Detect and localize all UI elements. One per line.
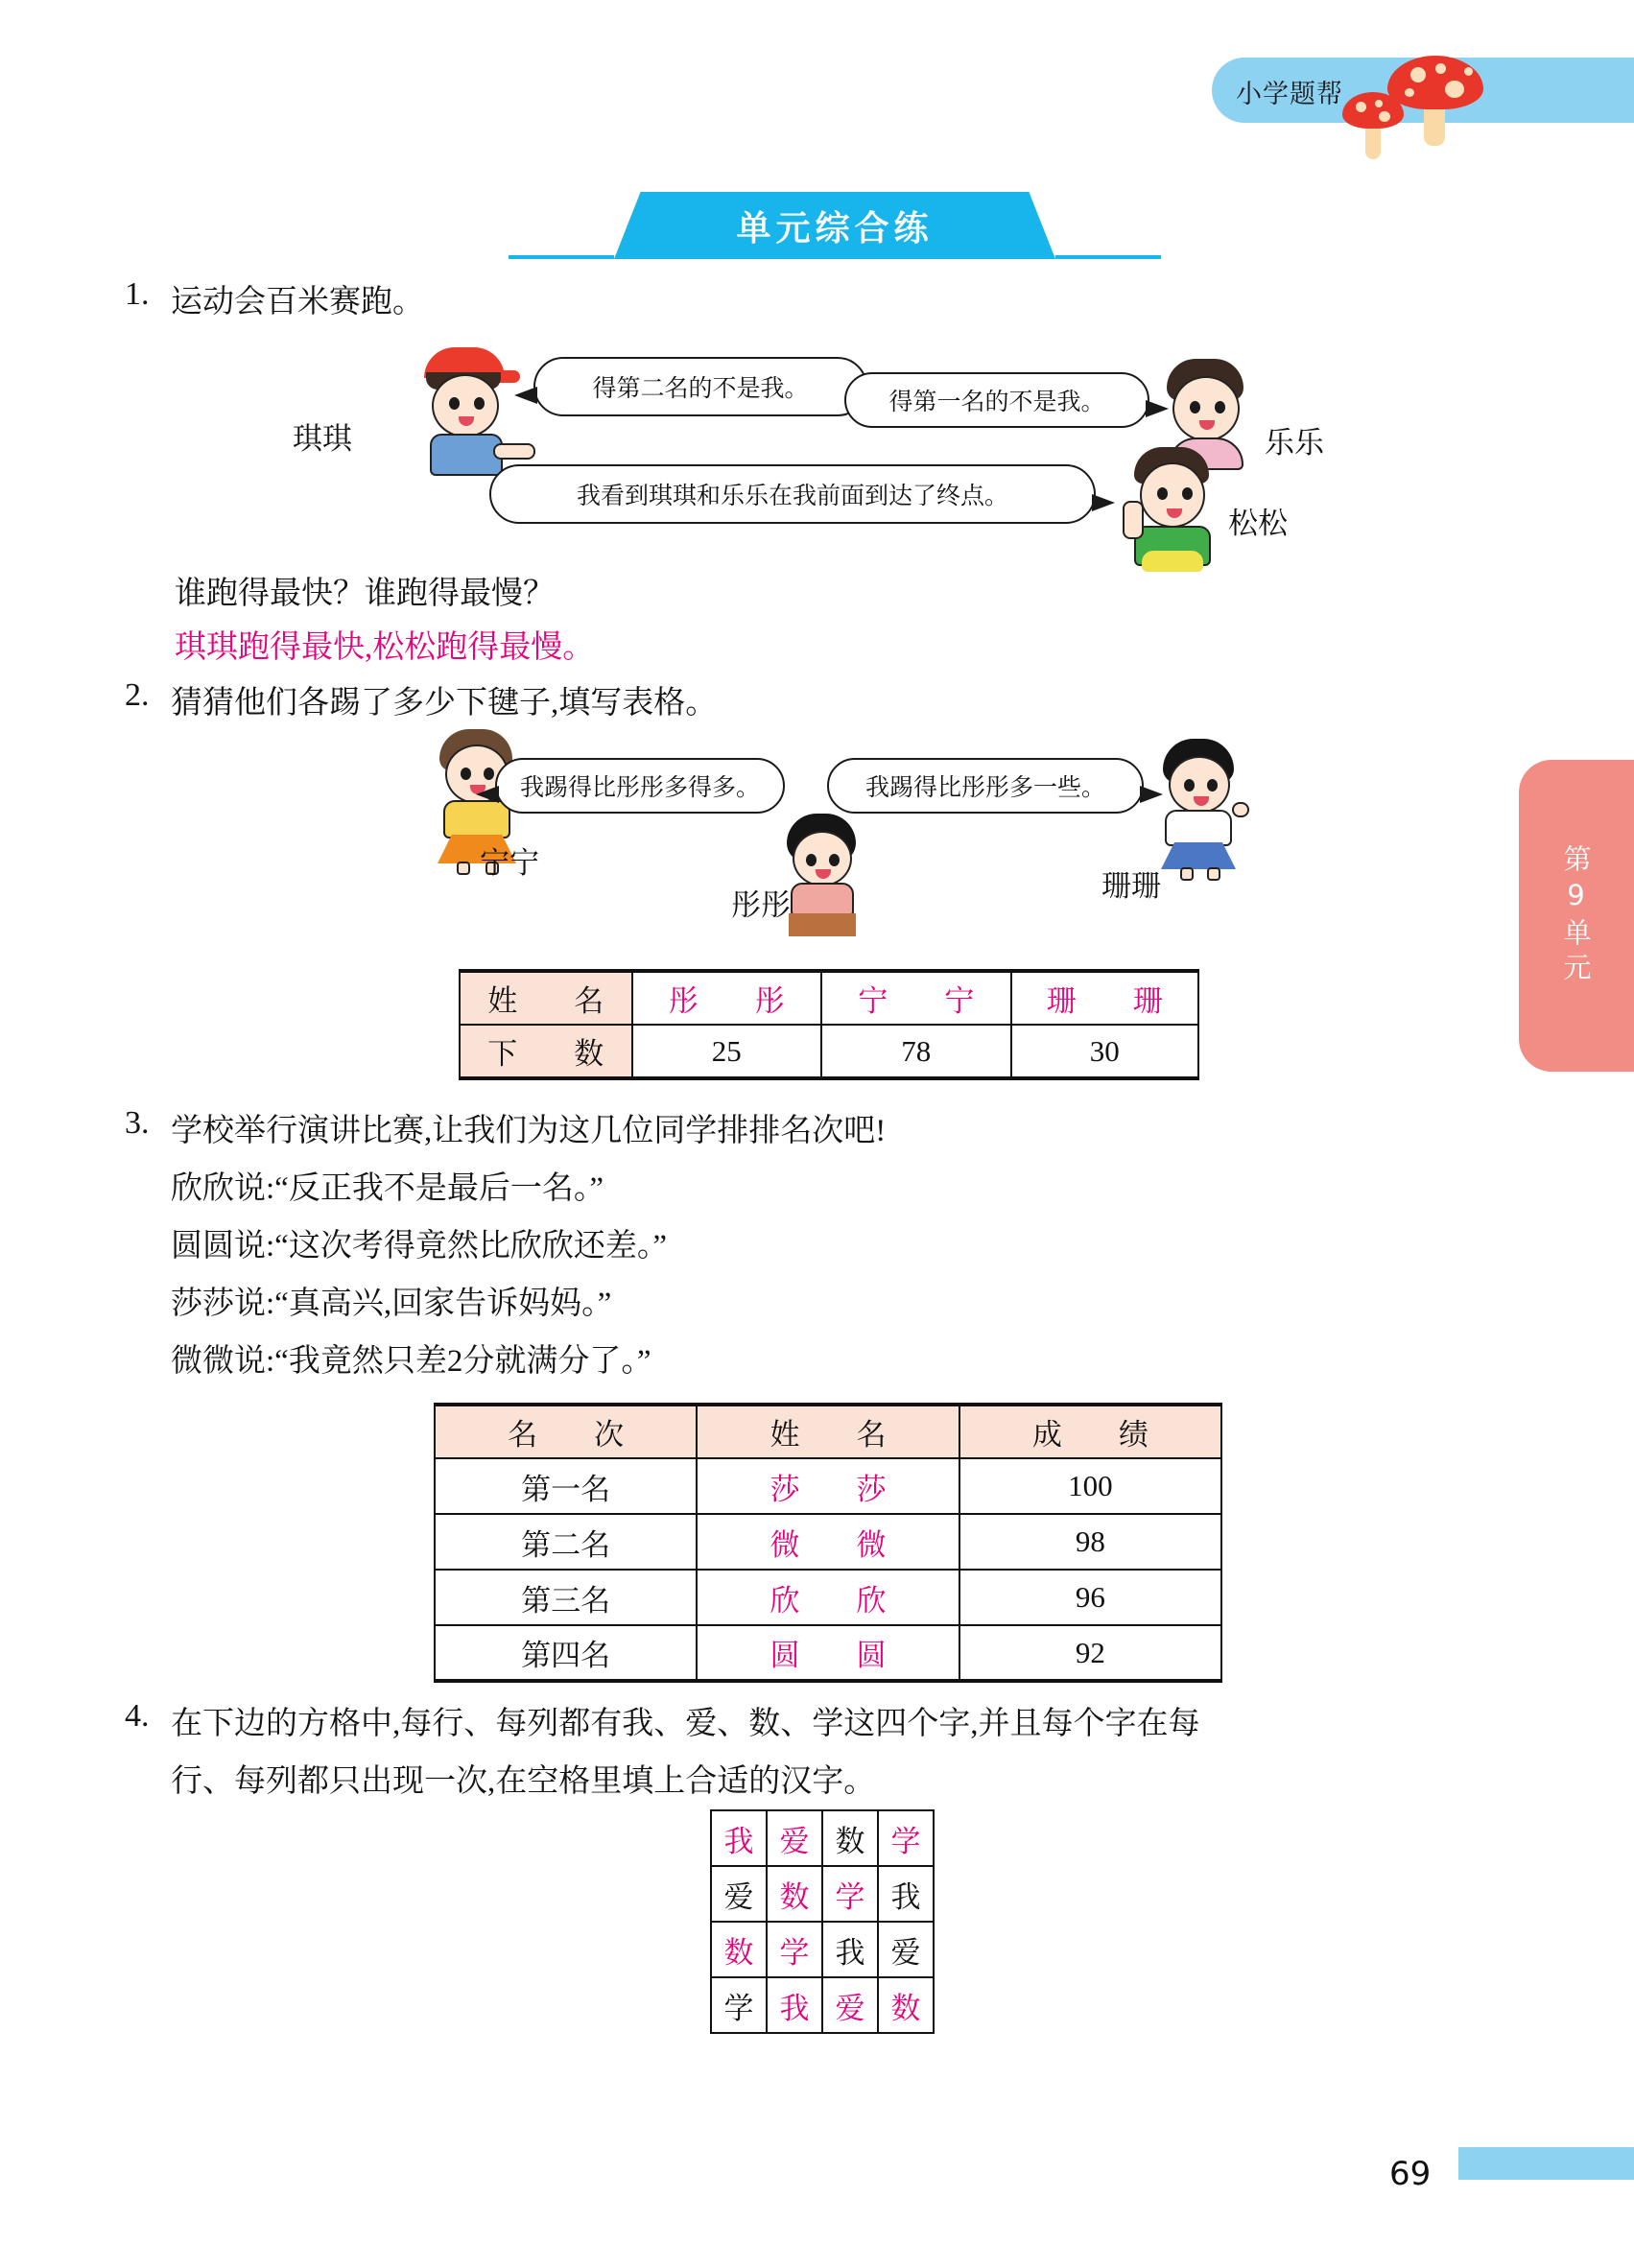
q4-prompt-line-2: 行、每列都只出现一次,在空格里填上合适的汉字。: [171, 1764, 876, 1799]
kick-table-row-header-name: 姓 名: [460, 971, 632, 1025]
speech-bubble-qiqi: [533, 357, 867, 416]
rank-table-rank-2: 第三名: [435, 1570, 697, 1625]
page-number: 69: [1389, 2155, 1432, 2193]
label-lele: 乐乐: [1265, 426, 1324, 460]
rank-table-score-1: 98: [959, 1514, 1221, 1570]
grid-cell-r0c3[interactable]: 学: [878, 1810, 934, 1866]
rank-table-rank-3: 第四名: [435, 1625, 697, 1681]
table-row: [435, 1514, 1221, 1570]
table-row: [435, 1458, 1221, 1514]
grid-cell-r2c3[interactable]: 爱: [878, 1922, 934, 1977]
q2-prompt: 猜猜他们各踢了多少下毽子,填写表格。: [171, 686, 718, 721]
q3-line-2: 圆圆说:“这次考得竟然比欣欣还差。”: [171, 1229, 667, 1264]
grid-cell-r3c0[interactable]: 学: [711, 1977, 767, 2033]
rank-table-score-2: 96: [959, 1570, 1221, 1625]
q1-answer: 琪琪跑得最快,松松跑得最慢。: [175, 630, 595, 665]
table-row: [435, 1625, 1221, 1681]
q3-prompt: 学校举行演讲比赛,让我们为这几位同学排排名次吧!: [171, 1114, 887, 1148]
title-rule-right: [1055, 255, 1161, 259]
grid-row: [711, 1810, 934, 1866]
kick-table-name-0: 彤 彤: [632, 971, 821, 1025]
label-songsong: 松松: [1228, 507, 1288, 540]
grid-cell-r3c1[interactable]: 我: [767, 1977, 822, 2033]
label-tongtong: 彤彤: [731, 888, 791, 922]
grid-row: [711, 1977, 934, 2033]
section-title: [614, 192, 1055, 259]
speech-bubble-shanshan: [827, 758, 1144, 814]
kick-table-name-2: 珊 珊: [1011, 971, 1199, 1025]
q4-number: 4.: [125, 1698, 150, 1734]
ranking-table: [434, 1403, 1222, 1683]
speech-bubble-shanshan-text: 我踢得比彤彤多一些。: [864, 775, 1105, 801]
brand-label: 小学题帮: [1236, 80, 1343, 109]
grid-cell-r1c2[interactable]: 学: [822, 1866, 878, 1922]
rank-table-score-0: 100: [959, 1458, 1221, 1514]
grid-cell-r0c0[interactable]: 我: [711, 1810, 767, 1866]
speech-bubble-ningning-text: 我踢得比彤彤多得多。: [519, 775, 760, 801]
label-shanshan: 珊珊: [1101, 869, 1161, 903]
character-shanshan-illustration: [1148, 739, 1251, 883]
speech-bubble-lele-text: 得第一名的不是我。: [888, 390, 1105, 415]
rank-table-rank-0: 第一名: [435, 1458, 697, 1514]
table-row: [435, 1570, 1221, 1625]
rank-table-rank-1: 第二名: [435, 1514, 697, 1570]
mushroom-large-icon: [1380, 36, 1495, 142]
title-rule-left: [509, 255, 614, 259]
grid-cell-r3c2[interactable]: 爱: [822, 1977, 878, 2033]
page-number-bar: [1458, 2147, 1634, 2180]
rank-table-name-2: 欣 欣: [697, 1570, 959, 1625]
unit-side-tab-label: 第9单元: [1559, 844, 1593, 987]
character-qiqi-illustration: [414, 347, 520, 472]
table-row: [460, 971, 1198, 1025]
q1-prompt: 运动会百米赛跑。: [171, 285, 424, 319]
q2-number: 2.: [125, 677, 150, 713]
grid-cell-r0c1[interactable]: 爱: [767, 1810, 822, 1866]
label-qiqi: 琪琪: [293, 422, 352, 456]
unit-side-tab: [1519, 760, 1634, 1072]
speech-bubble-qiqi-text: 得第二名的不是我。: [592, 376, 809, 402]
table-row: [435, 1405, 1221, 1458]
grid-cell-r3c3[interactable]: 数: [878, 1977, 934, 2033]
character-songsong-illustration: [1121, 447, 1224, 570]
q3-line-1: 欣欣说:“反正我不是最后一名。”: [171, 1171, 604, 1206]
kick-count-table: [459, 969, 1199, 1080]
q3-line-3: 莎莎说:“真高兴,回家告诉妈妈。”: [171, 1287, 612, 1321]
character-tongtong-illustration: [777, 814, 869, 938]
q1-number: 1.: [125, 276, 150, 312]
speech-bubble-songsong-text: 我看到琪琪和乐乐在我前面到达了终点。: [576, 484, 1008, 509]
grid-cell-r0c2[interactable]: 数: [822, 1810, 878, 1866]
grid-cell-r1c0[interactable]: 爱: [711, 1866, 767, 1922]
grid-row: [711, 1866, 934, 1922]
speech-bubble-lele: [844, 372, 1149, 428]
grid-cell-r1c3[interactable]: 我: [878, 1866, 934, 1922]
grid-row: [711, 1922, 934, 1977]
rank-table-name-3: 圆 圆: [697, 1625, 959, 1681]
kick-table-row-header-count: 下 数: [460, 1025, 632, 1078]
label-ningning: 宁宁: [480, 846, 539, 880]
bubble-tail-icon: [476, 786, 499, 803]
kick-table-count-0: 25: [632, 1025, 821, 1078]
kick-table-name-1: 宁 宁: [821, 971, 1010, 1025]
grid-cell-r2c2[interactable]: 我: [822, 1922, 878, 1977]
kick-table-count-2: 30: [1011, 1025, 1199, 1078]
q3-line-4: 微微说:“我竟然只差2分就满分了。”: [171, 1344, 651, 1379]
rank-table-score-3: 92: [959, 1625, 1221, 1681]
table-row: [460, 1025, 1198, 1078]
rank-table-header-score: 成 绩: [959, 1405, 1221, 1458]
word-puzzle-grid[interactable]: [710, 1809, 935, 2034]
grid-cell-r1c1[interactable]: 数: [767, 1866, 822, 1922]
q1-sub-prompt: 谁跑得最快？谁跑得最慢？: [175, 577, 555, 611]
q3-number: 3.: [125, 1105, 150, 1141]
bubble-tail-icon: [514, 387, 537, 404]
rank-table-header-name: 姓 名: [697, 1405, 959, 1458]
kick-table-count-1: 78: [821, 1025, 1010, 1078]
grid-cell-r2c1[interactable]: 学: [767, 1922, 822, 1977]
speech-bubble-songsong: [489, 464, 1096, 524]
rank-table-name-0: 莎 莎: [697, 1458, 959, 1514]
bubble-tail-icon: [1092, 494, 1115, 511]
grid-cell-r2c0[interactable]: 数: [711, 1922, 767, 1977]
rank-table-name-1: 微 微: [697, 1514, 959, 1570]
speech-bubble-ningning: [495, 758, 785, 814]
rank-table-header-rank: 名 次: [435, 1405, 697, 1458]
q4-prompt-line-1: 在下边的方格中,每行、每列都有我、爱、数、学这四个字,并且每个字在每: [171, 1707, 1200, 1741]
title-text: 单元综合练: [736, 208, 934, 248]
